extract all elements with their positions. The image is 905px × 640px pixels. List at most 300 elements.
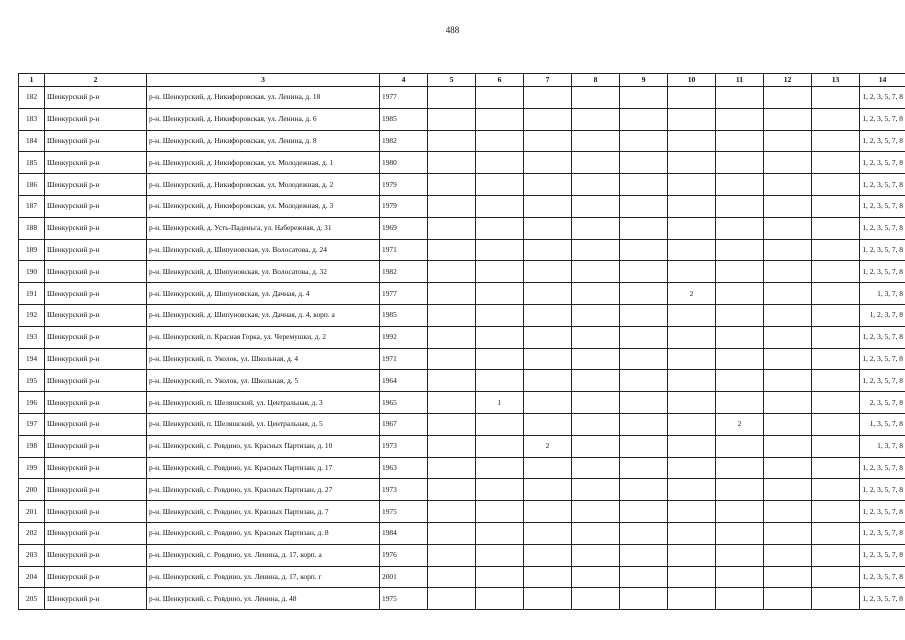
table-row [19, 283, 905, 305]
address-cell: р-н. Шенкурский, с. Ровдино, ул. Красных Партизан, д. 17 [147, 457, 380, 479]
cell-col-5 [428, 217, 476, 239]
cell-col-12 [764, 152, 812, 174]
cell-col-13 [812, 87, 860, 109]
cell-col-9 [620, 261, 668, 283]
district-cell: Шенкурский р-н [45, 588, 147, 610]
cell-col-6 [476, 457, 524, 479]
cell-col-12 [764, 108, 812, 130]
cell-col-11 [716, 217, 764, 239]
cell-col-8 [572, 566, 620, 588]
cell-col-6 [476, 87, 524, 109]
cell-col-11 [716, 130, 764, 152]
district-cell: Шенкурский р-н [45, 522, 147, 544]
address-cell: р-н. Шенкурский, с. Ровдино, ул. Ленина, д. 17, корп. г [147, 566, 380, 588]
cell-col-9 [620, 588, 668, 610]
cell-col-7 [524, 239, 572, 261]
cell-col-14: 1, 2, 3, 5, 7, 8 [860, 130, 905, 152]
cell-col-7 [524, 130, 572, 152]
cell-col-9 [620, 392, 668, 414]
district-cell: Шенкурский р-н [45, 195, 147, 217]
row-number: 205 [19, 588, 45, 610]
cell-col-8 [572, 413, 620, 435]
year-cell: 1969 [380, 217, 428, 239]
cell-col-10 [668, 479, 716, 501]
cell-col-11 [716, 283, 764, 305]
address-cell: р-н. Шенкурский, д. Шипуновская, ул. Дачная, д. 4, корп. а [147, 304, 380, 326]
cell-col-7 [524, 283, 572, 305]
address-cell: р-н. Шенкурский, д. Никифоровская, ул. Ленина, д. 8 [147, 130, 380, 152]
cell-col-7 [524, 479, 572, 501]
address-cell: р-н. Шенкурский, с. Ровдино, ул. Красных Партизан, д. 10 [147, 435, 380, 457]
cell-col-10 [668, 544, 716, 566]
cell-col-5 [428, 87, 476, 109]
year-cell: 1971 [380, 348, 428, 370]
district-cell: Шенкурский р-н [45, 370, 147, 392]
address-cell: р-н. Шенкурский, д. Шипуновская, ул. Волосатова, д. 24 [147, 239, 380, 261]
table-row [19, 566, 905, 588]
cell-col-9 [620, 370, 668, 392]
table-row [19, 501, 905, 523]
year-cell: 1976 [380, 544, 428, 566]
cell-col-14: 1, 2, 3, 5, 7, 8 [860, 108, 905, 130]
cell-col-10: 2 [668, 283, 716, 305]
cell-col-14: 1, 2, 3, 5, 7, 8 [860, 239, 905, 261]
district-cell: Шенкурский р-н [45, 544, 147, 566]
year-cell: 1965 [380, 392, 428, 414]
district-cell: Шенкурский р-н [45, 501, 147, 523]
row-number: 186 [19, 174, 45, 196]
cell-col-9 [620, 457, 668, 479]
cell-col-13 [812, 544, 860, 566]
cell-col-8 [572, 174, 620, 196]
cell-col-5 [428, 304, 476, 326]
cell-col-5 [428, 370, 476, 392]
cell-col-7 [524, 348, 572, 370]
year-cell: 1985 [380, 304, 428, 326]
cell-col-5 [428, 522, 476, 544]
cell-col-7 [524, 174, 572, 196]
table-row [19, 392, 905, 414]
cell-col-13 [812, 304, 860, 326]
cell-col-9 [620, 217, 668, 239]
cell-col-12 [764, 479, 812, 501]
row-number: 195 [19, 370, 45, 392]
cell-col-13 [812, 370, 860, 392]
cell-col-11 [716, 261, 764, 283]
cell-col-5 [428, 195, 476, 217]
address-cell: р-н. Шенкурский, д. Шипуновская, ул. Дачная, д. 4 [147, 283, 380, 305]
table-row [19, 457, 905, 479]
row-number: 198 [19, 435, 45, 457]
cell-col-13 [812, 108, 860, 130]
district-cell: Шенкурский р-н [45, 566, 147, 588]
cell-col-12 [764, 413, 812, 435]
cell-col-14: 1, 2, 3, 5, 7, 8 [860, 87, 905, 109]
cell-col-6 [476, 566, 524, 588]
cell-col-14: 1, 2, 3, 5, 7, 8 [860, 501, 905, 523]
cell-col-10 [668, 566, 716, 588]
cell-col-13 [812, 479, 860, 501]
cell-col-11 [716, 501, 764, 523]
district-cell: Шенкурский р-н [45, 326, 147, 348]
year-cell: 1979 [380, 174, 428, 196]
cell-col-14: 1, 2, 3, 5, 7, 8 [860, 479, 905, 501]
row-number: 189 [19, 239, 45, 261]
cell-col-10 [668, 304, 716, 326]
cell-col-11 [716, 174, 764, 196]
cell-col-8 [572, 239, 620, 261]
cell-col-11 [716, 566, 764, 588]
year-cell: 1975 [380, 501, 428, 523]
year-cell: 1984 [380, 522, 428, 544]
year-cell: 1973 [380, 479, 428, 501]
cell-col-13 [812, 326, 860, 348]
cell-col-10 [668, 522, 716, 544]
cell-col-11 [716, 152, 764, 174]
table-row [19, 370, 905, 392]
district-cell: Шенкурский р-н [45, 479, 147, 501]
cell-col-12 [764, 239, 812, 261]
column-header: 5 [428, 74, 476, 87]
cell-col-12 [764, 501, 812, 523]
cell-col-12 [764, 588, 812, 610]
district-cell: Шенкурский р-н [45, 435, 147, 457]
cell-col-6 [476, 522, 524, 544]
cell-col-5 [428, 544, 476, 566]
cell-col-7 [524, 544, 572, 566]
cell-col-7 [524, 522, 572, 544]
cell-col-6 [476, 479, 524, 501]
district-cell: Шенкурский р-н [45, 239, 147, 261]
cell-col-13 [812, 566, 860, 588]
column-header: 14 [860, 74, 905, 87]
cell-col-8 [572, 130, 620, 152]
cell-col-14: 1, 2, 3, 5, 7, 8 [860, 195, 905, 217]
column-header: 2 [45, 74, 147, 87]
row-number: 188 [19, 217, 45, 239]
cell-col-10 [668, 392, 716, 414]
column-header: 11 [716, 74, 764, 87]
cell-col-8 [572, 87, 620, 109]
cell-col-10 [668, 174, 716, 196]
table-row [19, 174, 905, 196]
address-cell: р-н. Шенкурский, п. Уколок, ул. Школьная, д. 4 [147, 348, 380, 370]
year-cell: 2001 [380, 566, 428, 588]
cell-col-7 [524, 261, 572, 283]
cell-col-7 [524, 392, 572, 414]
cell-col-6 [476, 326, 524, 348]
row-number: 197 [19, 413, 45, 435]
cell-col-5 [428, 261, 476, 283]
cell-col-12 [764, 544, 812, 566]
table-row [19, 239, 905, 261]
column-header: 12 [764, 74, 812, 87]
column-header: 10 [668, 74, 716, 87]
cell-col-5 [428, 392, 476, 414]
cell-col-10 [668, 435, 716, 457]
cell-col-12 [764, 130, 812, 152]
cell-col-9 [620, 522, 668, 544]
district-cell: Шенкурский р-н [45, 174, 147, 196]
cell-col-7 [524, 566, 572, 588]
cell-col-14: 1, 2, 3, 5, 7, 8 [860, 370, 905, 392]
cell-col-12 [764, 435, 812, 457]
cell-col-10 [668, 217, 716, 239]
cell-col-7 [524, 87, 572, 109]
row-number: 196 [19, 392, 45, 414]
cell-col-13 [812, 195, 860, 217]
cell-col-9 [620, 174, 668, 196]
district-cell: Шенкурский р-н [45, 87, 147, 109]
address-cell: р-н. Шенкурский, д. Никифоровская, ул. Ленина, д. 6 [147, 108, 380, 130]
table-row [19, 544, 905, 566]
cell-col-11: 2 [716, 413, 764, 435]
cell-col-14: 1, 2, 3, 5, 7, 8 [860, 457, 905, 479]
cell-col-13 [812, 457, 860, 479]
cell-col-8 [572, 261, 620, 283]
district-cell: Шенкурский р-н [45, 413, 147, 435]
cell-col-6 [476, 413, 524, 435]
district-cell: Шенкурский р-н [45, 283, 147, 305]
cell-col-7 [524, 217, 572, 239]
cell-col-5 [428, 501, 476, 523]
cell-col-5 [428, 413, 476, 435]
cell-col-11 [716, 370, 764, 392]
cell-col-10 [668, 152, 716, 174]
cell-col-6 [476, 130, 524, 152]
cell-col-7 [524, 457, 572, 479]
cell-col-11 [716, 392, 764, 414]
cell-col-8 [572, 217, 620, 239]
year-cell: 1967 [380, 413, 428, 435]
address-cell: р-н. Шенкурский, д. Усть-Паденьга, ул. Набережная, д. 31 [147, 217, 380, 239]
cell-col-12 [764, 261, 812, 283]
cell-col-13 [812, 392, 860, 414]
cell-col-6 [476, 152, 524, 174]
table-row [19, 522, 905, 544]
cell-col-13 [812, 217, 860, 239]
cell-col-9 [620, 413, 668, 435]
address-cell: р-н. Шенкурский, п. Красная Горка, ул. Черемушки, д. 2 [147, 326, 380, 348]
cell-col-6 [476, 435, 524, 457]
cell-col-9 [620, 435, 668, 457]
cell-col-13 [812, 588, 860, 610]
table-row [19, 152, 905, 174]
cell-col-6 [476, 195, 524, 217]
table-row [19, 413, 905, 435]
cell-col-5 [428, 566, 476, 588]
cell-col-12 [764, 522, 812, 544]
cell-col-5 [428, 130, 476, 152]
cell-col-14: 2, 3, 5, 7, 8 [860, 392, 905, 414]
cell-col-9 [620, 566, 668, 588]
cell-col-13 [812, 130, 860, 152]
cell-col-8 [572, 304, 620, 326]
column-header: 6 [476, 74, 524, 87]
cell-col-9 [620, 108, 668, 130]
cell-col-6: 1 [476, 392, 524, 414]
cell-col-6 [476, 370, 524, 392]
cell-col-14: 1, 3, 5, 7, 8 [860, 413, 905, 435]
cell-col-11 [716, 588, 764, 610]
cell-col-12 [764, 392, 812, 414]
data-table [18, 73, 905, 610]
cell-col-5 [428, 152, 476, 174]
cell-col-10 [668, 195, 716, 217]
table-row [19, 435, 905, 457]
cell-col-5 [428, 283, 476, 305]
cell-col-11 [716, 544, 764, 566]
cell-col-13 [812, 501, 860, 523]
district-cell: Шенкурский р-н [45, 130, 147, 152]
cell-col-13 [812, 348, 860, 370]
cell-col-6 [476, 239, 524, 261]
row-number: 184 [19, 130, 45, 152]
address-cell: р-н. Шенкурский, д. Никифоровская, ул. Молодежная, д. 1 [147, 152, 380, 174]
column-header: 4 [380, 74, 428, 87]
cell-col-7 [524, 326, 572, 348]
cell-col-6 [476, 501, 524, 523]
cell-col-10 [668, 261, 716, 283]
cell-col-7 [524, 152, 572, 174]
row-number: 190 [19, 261, 45, 283]
year-cell: 1973 [380, 435, 428, 457]
row-number: 192 [19, 304, 45, 326]
row-number: 185 [19, 152, 45, 174]
row-number: 191 [19, 283, 45, 305]
row-number: 182 [19, 87, 45, 109]
cell-col-11 [716, 348, 764, 370]
row-number: 201 [19, 501, 45, 523]
year-cell: 1964 [380, 370, 428, 392]
address-cell: р-н. Шенкурский, п. Уколок, ул. Школьная, д. 5 [147, 370, 380, 392]
row-number: 199 [19, 457, 45, 479]
cell-col-5 [428, 457, 476, 479]
table-row [19, 217, 905, 239]
cell-col-7 [524, 413, 572, 435]
cell-col-10 [668, 457, 716, 479]
cell-col-14: 1, 2, 3, 5, 7, 8 [860, 217, 905, 239]
row-number: 202 [19, 522, 45, 544]
address-cell: р-н. Шенкурский, с. Ровдино, ул. Красных Партизан, д. 7 [147, 501, 380, 523]
address-cell: р-н. Шенкурский, д. Никифоровская, ул. Молодежная, д. 3 [147, 195, 380, 217]
district-cell: Шенкурский р-н [45, 457, 147, 479]
cell-col-5 [428, 588, 476, 610]
cell-col-11 [716, 195, 764, 217]
cell-col-11 [716, 326, 764, 348]
cell-col-11 [716, 87, 764, 109]
cell-col-12 [764, 326, 812, 348]
cell-col-10 [668, 239, 716, 261]
cell-col-13 [812, 174, 860, 196]
cell-col-7 [524, 195, 572, 217]
cell-col-10 [668, 348, 716, 370]
cell-col-8 [572, 522, 620, 544]
cell-col-14: 1, 2, 3, 5, 7, 8 [860, 152, 905, 174]
cell-col-8 [572, 435, 620, 457]
cell-col-8 [572, 457, 620, 479]
address-cell: р-н. Шенкурский, с. Ровдино, ул. Красных Партизан, д. 27 [147, 479, 380, 501]
address-cell: р-н. Шенкурский, п. Шеляшский, ул. Центральная, д. 5 [147, 413, 380, 435]
district-cell: Шенкурский р-н [45, 392, 147, 414]
address-cell: р-н. Шенкурский, д. Никифоровская, ул. Ленина, д. 18 [147, 87, 380, 109]
cell-col-12 [764, 195, 812, 217]
row-number: 204 [19, 566, 45, 588]
column-header: 13 [812, 74, 860, 87]
cell-col-9 [620, 326, 668, 348]
table-row [19, 348, 905, 370]
cell-col-9 [620, 348, 668, 370]
cell-col-12 [764, 87, 812, 109]
cell-col-13 [812, 435, 860, 457]
cell-col-14: 1, 3, 7, 8 [860, 435, 905, 457]
address-cell: р-н. Шенкурский, с. Ровдино, ул. Ленина, д. 17, корп. а [147, 544, 380, 566]
year-cell: 1982 [380, 261, 428, 283]
column-header: 1 [19, 74, 45, 87]
table-row [19, 108, 905, 130]
district-cell: Шенкурский р-н [45, 304, 147, 326]
address-cell: р-н. Шенкурский, д. Никифоровская, ул. Молодежная, д. 2 [147, 174, 380, 196]
cell-col-11 [716, 304, 764, 326]
cell-col-13 [812, 413, 860, 435]
cell-col-11 [716, 435, 764, 457]
table-row [19, 304, 905, 326]
row-number: 194 [19, 348, 45, 370]
cell-col-6 [476, 283, 524, 305]
cell-col-6 [476, 108, 524, 130]
cell-col-8 [572, 501, 620, 523]
year-cell: 1985 [380, 108, 428, 130]
cell-col-9 [620, 195, 668, 217]
cell-col-9 [620, 152, 668, 174]
column-header: 9 [620, 74, 668, 87]
cell-col-11 [716, 457, 764, 479]
cell-col-7 [524, 108, 572, 130]
cell-col-11 [716, 522, 764, 544]
address-cell: р-н. Шенкурский, с. Ровдино, ул. Ленина, д. 48 [147, 588, 380, 610]
cell-col-5 [428, 174, 476, 196]
table-row [19, 326, 905, 348]
cell-col-12 [764, 217, 812, 239]
table-row [19, 588, 905, 610]
year-cell: 1971 [380, 239, 428, 261]
cell-col-13 [812, 283, 860, 305]
cell-col-11 [716, 479, 764, 501]
table-body [19, 87, 905, 610]
cell-col-8 [572, 283, 620, 305]
cell-col-11 [716, 239, 764, 261]
cell-col-14: 1, 2, 3, 7, 8 [860, 304, 905, 326]
cell-col-6 [476, 544, 524, 566]
address-cell: р-н. Шенкурский, с. Ровдино, ул. Красных Партизан, д. 8 [147, 522, 380, 544]
year-cell: 1977 [380, 283, 428, 305]
district-cell: Шенкурский р-н [45, 261, 147, 283]
cell-col-10 [668, 588, 716, 610]
cell-col-13 [812, 239, 860, 261]
cell-col-8 [572, 152, 620, 174]
cell-col-9 [620, 304, 668, 326]
cell-col-10 [668, 130, 716, 152]
cell-col-8 [572, 370, 620, 392]
cell-col-13 [812, 261, 860, 283]
cell-col-6 [476, 217, 524, 239]
cell-col-6 [476, 348, 524, 370]
cell-col-12 [764, 174, 812, 196]
year-cell: 1979 [380, 195, 428, 217]
row-number: 200 [19, 479, 45, 501]
cell-col-5 [428, 479, 476, 501]
year-cell: 1963 [380, 457, 428, 479]
